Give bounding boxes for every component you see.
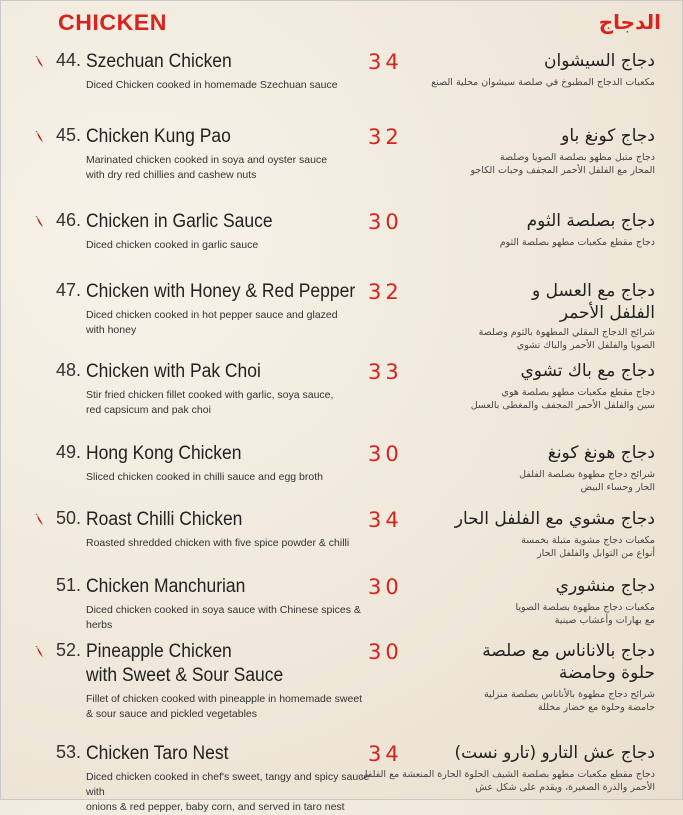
item-number: 48. — [56, 360, 82, 380]
item-number: 50. — [56, 508, 82, 528]
item-description-ar: مكعبات الدجاج المطبوخ في صلصة سيشوان محلية الصنع — [431, 77, 655, 88]
item-description-ar: دجاج مقطع مكعبات مطهو بصلصة هوي سين والفلفل الأحمر المجفف والمغطى بالعسل — [470, 387, 655, 411]
item-name: Szechuan Chicken — [86, 51, 232, 72]
item-description-ar: مكعبات دجاج مطهوة بصلصة الصويا مع بهارات وأعشاب صينية — [515, 602, 655, 626]
item-description-ar: شرائح الدجاج المقلي المطهوة بالثوم وصلصة الصويا والفلفل الأحمر والباك تشوي — [478, 327, 655, 351]
item-price: 34 — [368, 50, 403, 74]
item-description-ar: شرائح دجاج مطهوة بالأناناس بصلصة منزلية حامضة وحلوة مع خضار مخللة — [483, 689, 655, 713]
item-name-ar: دجاج مع العسل و الفلفل الأحمر — [532, 281, 655, 323]
item-name-ar: دجاج بصلصة الثوم — [526, 211, 655, 231]
item-description: Diced chicken cooked in hot pepper sauce and glazed with honey — [86, 309, 338, 336]
item-number: 46. — [56, 210, 82, 230]
item-name-ar: دجاج منشوري — [555, 576, 655, 596]
double-chili-icon — [35, 131, 45, 143]
chili-icon — [35, 216, 45, 228]
item-price: 30 — [368, 442, 403, 466]
item-name: Chicken in Garlic Sauce — [86, 211, 273, 232]
item-name-ar: دجاج السيشوان — [544, 51, 655, 71]
item-description-ar: دجاج مقطع مكعبات مطهو بصلصة الثوم — [499, 237, 655, 248]
item-price: 30 — [368, 210, 403, 234]
item-number: 47. — [56, 280, 82, 300]
item-description: Stir fried chicken fillet cooked with garlic, soya sauce, red capsicum and pak choi — [86, 389, 334, 416]
item-price: 32 — [368, 280, 403, 304]
item-description-ar: دجاج متبل مطهو بصلصة الصويا وصلصة المحار مع الفلفل الأحمر المجفف وحبات الكاجو — [470, 152, 655, 176]
item-name-ar: دجاج عش التارو (تارو نست) — [454, 743, 655, 763]
item-number: 45. — [56, 125, 82, 145]
chili-icon — [35, 646, 45, 658]
item-description: Diced chicken cooked in chef's sweet, tangy and spicy sauce with onions & red pepper, baby corn, and served in taro nest — [86, 771, 370, 813]
item-price: 30 — [368, 640, 403, 664]
item-name-ar: دجاج مشوي مع الفلفل الحار — [454, 509, 655, 529]
item-description: Diced chicken cooked in soya sauce with Chinese spices & herbs — [86, 604, 361, 631]
item-name-ar: دجاج مع باك تشوي — [520, 361, 655, 381]
item-name: Hong Kong Chicken — [86, 443, 242, 464]
item-number: 52. — [56, 640, 82, 660]
item-name-ar: دجاج بالاناناس مع صلصة حلوة وحامضة — [482, 641, 655, 683]
item-name: Chicken Manchurian — [86, 576, 246, 597]
item-description: Marinated chicken cooked in soya and oyster sauce with dry red chillies and cashew nuts — [86, 154, 328, 181]
item-price: 34 — [368, 742, 403, 766]
item-description-ar: شرائح دجاج مطهوة بصلصة الفلفل الحار وحساء البيض — [519, 469, 655, 493]
item-price: 32 — [368, 125, 403, 149]
item-number: 44. — [56, 50, 82, 70]
item-description: Sliced chicken cooked in chilli sauce and egg broth — [86, 471, 323, 483]
chili-icon — [35, 56, 45, 68]
item-name: Chicken with Pak Choi — [86, 361, 261, 382]
item-number: 53. — [56, 742, 82, 762]
item-description: Diced chicken cooked in garlic sauce — [86, 239, 259, 251]
item-name-ar: دجاج كونغ باو — [561, 126, 655, 146]
item-name: Roast Chilli Chicken — [86, 509, 243, 530]
item-description: Roasted shredded chicken with five spice powder & chilli — [86, 537, 350, 549]
section-title-ar: الدجاج — [598, 10, 661, 34]
item-name-ar: دجاج هونغ كونغ — [547, 443, 655, 463]
item-number: 51. — [56, 575, 82, 595]
item-description: Fillet of chicken cooked with pineapple in homemade sweet & sour sauce and pickled vegetables — [86, 693, 363, 720]
item-price: 30 — [368, 575, 403, 599]
item-price: 33 — [368, 360, 403, 384]
item-name: Chicken Kung Pao — [86, 126, 231, 147]
item-description-ar: مكعبات دجاج مشوية متبلة بخمسة أنواع من التوابل والفلفل الحار — [521, 535, 655, 559]
item-price: 34 — [368, 508, 403, 532]
item-name: Pineapple Chicken with Sweet & Sour Sauce — [86, 641, 284, 686]
item-name: Chicken Taro Nest — [86, 743, 229, 764]
chili-icon — [35, 514, 45, 526]
item-number: 49. — [56, 442, 82, 462]
section-title-en: CHICKEN — [58, 10, 167, 35]
item-name: Chicken with Honey & Red Pepper — [86, 281, 356, 302]
item-description-ar: دجاج مقطع مكعبات مطهو بصلصة الشيف الحلوة الحارة المنعشة مع الفلفل الأحمر والذرة الصغيرة، ويقدم على شكل عش — [360, 769, 655, 793]
item-description: Diced Chicken cooked in homemade Szechuan sauce — [86, 79, 338, 91]
